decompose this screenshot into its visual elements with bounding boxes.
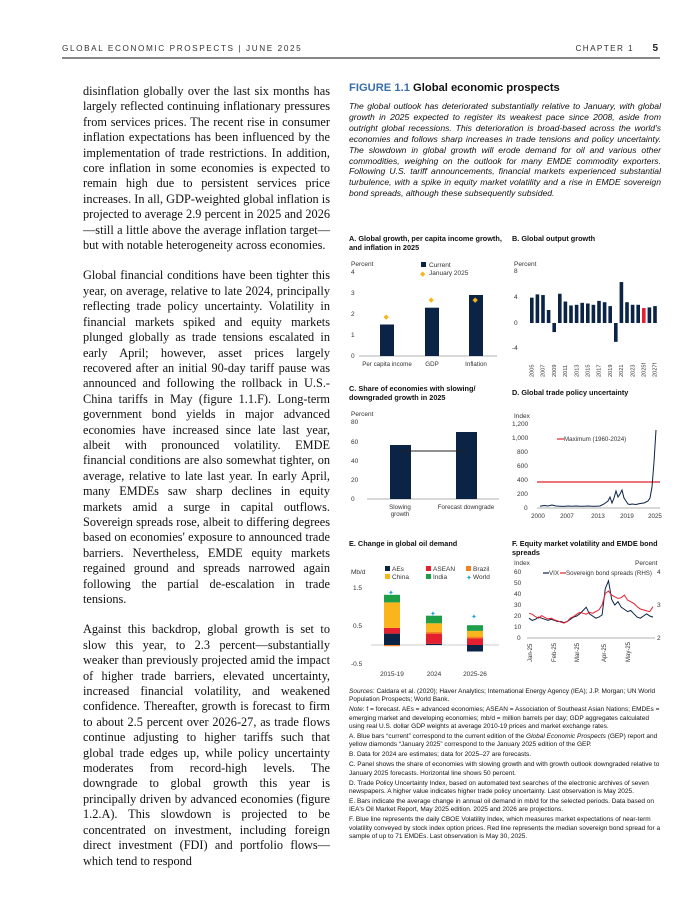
panel-a bbox=[349, 234, 504, 374]
svg-text:2000: 2000 bbox=[531, 513, 545, 520]
svg-text:AEs: AEs bbox=[392, 566, 404, 573]
svg-text:India: India bbox=[433, 574, 448, 581]
panel-e-chart bbox=[349, 549, 504, 679]
svg-text:2013: 2013 bbox=[591, 513, 605, 520]
svg-text:Inflation: Inflation bbox=[465, 361, 487, 368]
panel-c bbox=[349, 384, 504, 524]
svg-text:Index: Index bbox=[514, 413, 530, 420]
svg-text:40: 40 bbox=[514, 591, 522, 598]
svg-text:China: China bbox=[392, 574, 409, 581]
svg-text:-4: -4 bbox=[512, 345, 518, 352]
svg-text:2019: 2019 bbox=[607, 364, 614, 377]
svg-text:400: 400 bbox=[517, 477, 528, 484]
svg-text:✦: ✦ bbox=[430, 611, 436, 618]
svg-text:◆: ◆ bbox=[420, 271, 426, 278]
svg-text:1: 1 bbox=[351, 332, 355, 339]
panel-d-chart bbox=[512, 402, 667, 522]
svg-text:Brazil: Brazil bbox=[473, 566, 490, 573]
svg-text:0.5: 0.5 bbox=[353, 623, 363, 630]
svg-text:1.5: 1.5 bbox=[353, 585, 363, 592]
svg-text:May-25: May-25 bbox=[626, 641, 632, 662]
svg-text:4: 4 bbox=[657, 569, 661, 576]
svg-text:2007: 2007 bbox=[560, 513, 574, 520]
svg-text:1,200: 1,200 bbox=[512, 421, 529, 428]
panel-b-title: B. Global output growth bbox=[512, 234, 596, 243]
svg-text:ASEAN: ASEAN bbox=[433, 566, 456, 573]
svg-text:January 2025: January 2025 bbox=[429, 270, 469, 277]
svg-text:60: 60 bbox=[514, 569, 522, 576]
svg-text:30: 30 bbox=[514, 602, 522, 609]
page-header bbox=[62, 44, 662, 60]
note-a: A. Blue bars “current” correspond to the current edition of the Global Economic Prospects (GEP) report and yellow diamonds “January 2025” correspond to the January 2025 edition of the GEP. bbox=[349, 733, 658, 749]
svg-text:200: 200 bbox=[517, 491, 528, 498]
svg-text:4: 4 bbox=[351, 269, 355, 276]
svg-text:2005: 2005 bbox=[529, 364, 536, 377]
svg-text:Index: Index bbox=[514, 560, 530, 567]
svg-text:60: 60 bbox=[351, 439, 359, 446]
svg-text:0: 0 bbox=[351, 496, 355, 503]
svg-text:✦: ✦ bbox=[388, 590, 394, 597]
panel-d-title: D. Global trade policy uncertainty bbox=[512, 388, 629, 397]
general-note: Note: f = forecast. AEs = advanced economies; ASEAN = Association of Southeast Asian Nations; EMDEs = emerging market and developing economies; mb/d = million barrels per day; GDP aggregates calculated using real U.S. dollar GDP weights at average 2010-19 prices and market exchange rates. bbox=[349, 706, 660, 731]
panel-c-title: C. Share of economies with slowing/ downgraded growth in 2025 bbox=[349, 384, 476, 402]
svg-text:VIX: VIX bbox=[549, 570, 559, 577]
svg-text:2025: 2025 bbox=[648, 513, 662, 520]
svg-text:10: 10 bbox=[514, 624, 522, 631]
svg-text:2025f: 2025f bbox=[641, 363, 648, 377]
svg-text:Feb-25: Feb-25 bbox=[552, 642, 558, 662]
svg-text:✦: ✦ bbox=[466, 575, 472, 582]
svg-text:Percent: Percent bbox=[635, 560, 658, 567]
svg-text:3: 3 bbox=[657, 602, 661, 609]
svg-text:2007: 2007 bbox=[540, 364, 547, 377]
publication-title: GLOBAL ECONOMIC PROSPECTS | JUNE 2025 bbox=[62, 44, 303, 53]
panel-e bbox=[349, 539, 504, 679]
svg-text:600: 600 bbox=[517, 463, 528, 470]
svg-text:Jan-25: Jan-25 bbox=[528, 643, 534, 662]
svg-text:80: 80 bbox=[351, 419, 359, 426]
sources-note: Sources: Caldara et al. (2020); Haver Analytics; International Energy Agency (IEA); J.P. Morgan; UN World Population Prospects; World Bank. bbox=[349, 688, 656, 704]
svg-text:Current: Current bbox=[429, 262, 451, 269]
panel-f bbox=[512, 539, 667, 679]
note-b: B. Data for 2024 are estimates; data for 2025–27 are forecasts. bbox=[349, 751, 532, 759]
svg-text:Maximum (1960-2024): Maximum (1960-2024) bbox=[564, 436, 627, 443]
svg-text:40: 40 bbox=[351, 458, 359, 465]
svg-text:Sovereign bond spreads (RHS): Sovereign bond spreads (RHS) bbox=[566, 570, 652, 577]
svg-text:1,000: 1,000 bbox=[512, 435, 529, 442]
svg-text:Percent: Percent bbox=[514, 261, 537, 268]
svg-text:Mar-25: Mar-25 bbox=[575, 642, 581, 662]
svg-text:2019: 2019 bbox=[620, 513, 634, 520]
svg-text:2013: 2013 bbox=[574, 364, 581, 377]
svg-text:2027f: 2027f bbox=[652, 363, 659, 377]
svg-text:2: 2 bbox=[351, 311, 355, 318]
svg-text:World: World bbox=[473, 574, 490, 581]
svg-text:8: 8 bbox=[514, 268, 518, 275]
svg-text:20: 20 bbox=[514, 613, 522, 620]
figure-description: The global outlook has deteriorated substantially relative to January, with global growth in 2025 expected to register its weakest pace since 2008, aside from outright global recessions. This deterioration is broad-based across the world's economies and follows sharp increases in trade tensions and policy uncertainty. The slowdown in global growth will erode demand for oil and various other commodities, weighing on the outlook for many EMDE commodity exporters. Following U.S. tariff announcements, financial markets experienced substantial turbulence, with a spike in equity market volatility and a rise in EMDE sovereign bond spreads, although these subsequently subsided. bbox=[349, 101, 661, 199]
panel-c-chart bbox=[349, 406, 504, 526]
panel-b bbox=[512, 234, 667, 377]
svg-text:4: 4 bbox=[514, 294, 518, 301]
figure-title-text: Global economic prospects bbox=[413, 82, 560, 94]
body-text-column bbox=[83, 84, 330, 884]
svg-text:50: 50 bbox=[514, 580, 522, 587]
svg-text:0: 0 bbox=[524, 505, 528, 512]
svg-text:3: 3 bbox=[351, 290, 355, 297]
panel-d bbox=[512, 388, 667, 523]
svg-text:2017: 2017 bbox=[596, 364, 603, 377]
svg-text:2021: 2021 bbox=[619, 364, 626, 377]
svg-text:2: 2 bbox=[657, 635, 661, 642]
figure-number: FIGURE 1.1 bbox=[349, 82, 410, 94]
panel-a-chart bbox=[349, 256, 504, 376]
svg-text:800: 800 bbox=[517, 449, 528, 456]
svg-text:2015: 2015 bbox=[585, 364, 592, 377]
page-number: 5 bbox=[652, 43, 658, 54]
figure-box bbox=[349, 82, 661, 199]
svg-text:0: 0 bbox=[517, 635, 521, 642]
svg-text:GDP: GDP bbox=[425, 361, 439, 368]
panel-b-chart bbox=[512, 256, 667, 396]
figure-title bbox=[349, 82, 661, 94]
panel-a-title: A. Global growth, per capita income growth, and inflation in 2025 bbox=[349, 234, 502, 252]
note-d: D. Trade Policy Uncertainty Index, based on automated text searches of the electronic archives of seven newspapers. A higher value indicates higher trade policy uncertainty. Last observation is May 2025. bbox=[349, 779, 649, 795]
svg-text:20: 20 bbox=[351, 477, 359, 484]
svg-text:Apr-25: Apr-25 bbox=[602, 643, 608, 662]
chapter-label: CHAPTER 1 bbox=[575, 44, 634, 53]
note-f: F. Blue line represents the daily CBOE Volatility Index, which measures market expectations of near-term volatility conveyed by stock index option prices. Red line represents the median sovereign bond spread for a sample of up to 71 EMDEs. Last observation is May 30, 2025. bbox=[349, 816, 661, 840]
svg-text:-0.5: -0.5 bbox=[351, 661, 363, 668]
svg-text:2009: 2009 bbox=[551, 364, 558, 377]
panel-f-chart bbox=[512, 557, 667, 687]
svg-text:0: 0 bbox=[514, 320, 518, 327]
svg-text:✦: ✦ bbox=[471, 614, 477, 621]
body-paragraph: Against this backdrop, global growth is set to slow this year, to 2.3 percent—substantially weaker than previously projected amid the impact of higher trade barriers, elevated uncertainty, increased financial volatility, and weakened confidence. Thereafter, growth is forecast to firm to about 2.5 percent over 2026-27, as trade flows continue adjusting to higher tariffs such that global trade edges up, while policy uncertainty moderates from record-high levels. The downgrade to global growth this year is principally driven by advanced economies (figure 1.2.A). This slowdown is projected to be concentrated on investment, including foreign direct investment (FDI) and portfolio flows—which tend to respond bbox=[83, 622, 330, 868]
body-paragraph: Global financial conditions have been tighter this year, on average, relative to late 2024, principally reflecting trade policy uncertainty. Volatility in financial markets spiked and equity markets plunged globally as trade tensions escalated in early April; however, asset prices largely recovered after an initial 90-day tariff pause was announced and following the rollback in U.S.-China tariffs in May (figure 1.1.F). Long-term government bond yields in major advanced economies have increased since late last year, albeit with pronounced volatility. EMDE financial conditions are also somewhat tighter, on average, relative to late last year. In early April, many EMDEs saw sharp declines in equity markets amid a surge in capital outflows. Sovereign spreads rose, albeit to differing degrees based on economies' exposure to announced trade barriers. Nevertheless, EMDE equity markets regained ground and spreads narrowed again following the partial de-escalation in trade tensions. bbox=[83, 268, 330, 606]
svg-text:◆: ◆ bbox=[428, 297, 434, 304]
figure-notes bbox=[349, 688, 662, 843]
panel-e-title: E. Change in global oil demand bbox=[349, 539, 458, 548]
svg-text:growth: growth bbox=[390, 511, 410, 518]
svg-text:Slowing: Slowing bbox=[389, 504, 411, 511]
svg-text:2015-19: 2015-19 bbox=[380, 671, 404, 678]
svg-text:Percent: Percent bbox=[351, 411, 374, 418]
svg-text:Per capita income: Per capita income bbox=[362, 361, 412, 368]
note-e: E. Bars indicate the average change in annual oil demand in mb/d for the selected periods. Data based on IEA's Oil Market Report, May 2025 edition. 2025 and 2026 are projections. bbox=[349, 797, 654, 814]
header-rule bbox=[62, 57, 660, 59]
note-c: C. Panel shows the share of economies with slowing growth and with growth outlook downgraded relative to January 2025 forecasts. Horizontal line shows 50 percent. bbox=[349, 761, 660, 777]
svg-text:2011: 2011 bbox=[563, 364, 570, 377]
svg-text:◆: ◆ bbox=[383, 314, 389, 321]
svg-text:Forecast downgrade: Forecast downgrade bbox=[437, 504, 495, 511]
svg-text:Mb/d: Mb/d bbox=[351, 569, 366, 576]
svg-text:2024: 2024 bbox=[426, 671, 442, 678]
panel-f-title: F. Equity market volatility and EMDE bond spreads bbox=[512, 539, 658, 557]
svg-text:0: 0 bbox=[351, 353, 355, 360]
svg-text:Percent: Percent bbox=[351, 261, 374, 268]
svg-text:2025-26: 2025-26 bbox=[463, 671, 487, 678]
svg-text:◆: ◆ bbox=[472, 297, 478, 304]
body-paragraph: disinflation globally over the last six months has largely reflected continuing inflationary pressures from services prices. The recent rise in consumer inflation expectations has been influenced by the implementation of trade restrictions. In addition, core inflation in some economies is expected to remain high due to persistent services price increases. In all, GDP-weighted global inflation is projected to average 2.9 percent in 2025 and 2026—still a little above the average inflation target—but with notable heterogeneity across economies. bbox=[83, 84, 330, 253]
svg-text:2023: 2023 bbox=[630, 364, 637, 377]
